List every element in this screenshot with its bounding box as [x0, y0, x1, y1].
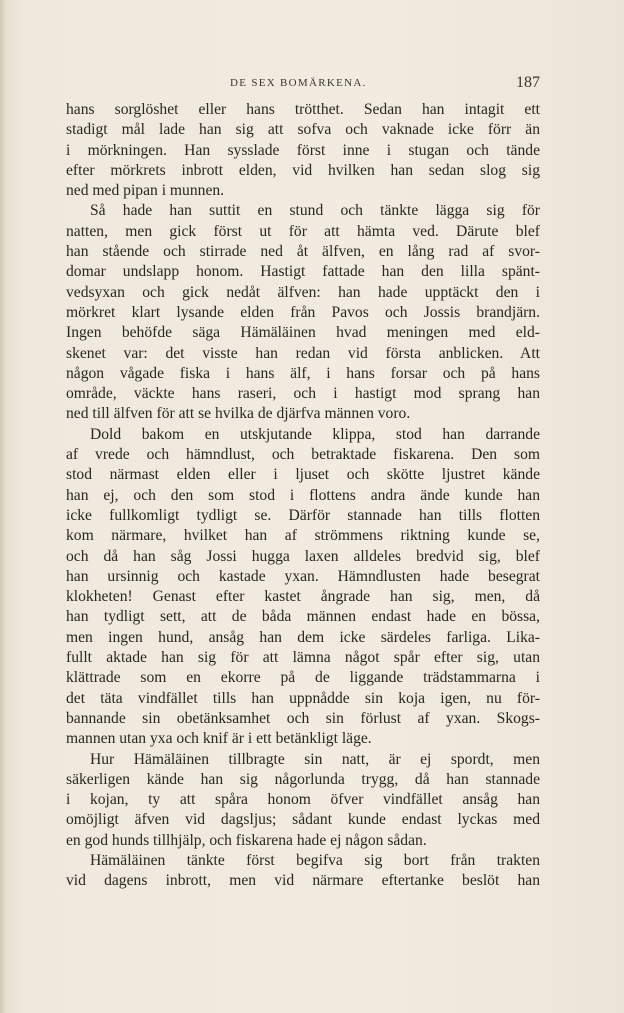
text-line: hans sorglöshet eller hans trötthet. Sedan han intagit ett	[66, 101, 540, 118]
text-line: Dold bakom en utskjutande klippa, stod han darrande	[90, 425, 540, 443]
text-line: i mörkningen. Han sysslade först inne i stugan och tände	[66, 141, 540, 159]
text-line: mannen utan yxa och knif är i ett betänkligt läge.	[66, 730, 372, 748]
text-line: han ej, och den som stod i flottens andra ände kunde han	[66, 486, 540, 504]
text-line: bannande sin obetänksamhet och sin förlust af yxan. Skogs-	[66, 709, 540, 727]
page-binding-edge	[0, 0, 6, 1013]
page-number: 187	[516, 74, 540, 91]
running-head	[66, 74, 540, 94]
text-line: icke fullkomligt tydligt se. Därför stannade han tills flotten	[66, 506, 540, 524]
text-line: men ingen hund, ansåg han dem icke särdeles farliga. Lika-	[66, 628, 540, 646]
text-line: Hämäläinen tänkte först begifva sig bort från trakten	[90, 851, 540, 869]
text-line: fullt aktade han sig för att lämna något spår efter sig, utan	[66, 649, 540, 667]
text-line: i kojan, ty att spåra honom öfver vindfället ansåg han	[66, 791, 540, 809]
text-line: säkerligen kände han sig någorlunda trygg, då han stannade	[66, 770, 540, 788]
text-line: domar undslapp honom. Hastigt fattade han den lilla spänt-	[66, 263, 540, 281]
text-line: han stående och stirrade ned åt älfven, en lång rad af svor-	[66, 243, 540, 261]
text-line: omöjligt äfven vid dagsljus; sådant kunde endast lyckas med	[66, 811, 540, 829]
text-line: Hur Hämäläinen tillbragte sin natt, är ej spordt, men	[90, 750, 540, 768]
text-line: vid dagens inbrott, men vid närmare eftertanke beslöt han	[66, 872, 540, 890]
text-line: det täta vindfället tills han uppnådde sin koja igen, nu för-	[66, 689, 540, 707]
text-line: klättrade som en ekorre på de liggande trädstammarna i	[66, 669, 540, 687]
text-line: mörkret klart lysande elden från Pavos och Jossis brandjärn.	[66, 303, 540, 321]
text-line: och då han såg Jossi hugga laxen alldeles bredvid sig, blef	[66, 547, 540, 565]
text-line: klokheten! Genast efter kastet ångrade han sig, men, då	[66, 588, 540, 606]
text-line: natten, men gick först ut för att hämta ved. Därute blef	[66, 222, 540, 240]
text-line: en god hunds tillhjälp, och fiskarena hade ej någon sådan.	[66, 831, 427, 849]
text-line: han tydligt sett, att de båda männen endast hade en bössa,	[66, 608, 540, 626]
text-line: kom närmare, hvilket han af strömmens riktning kunde se,	[66, 527, 540, 545]
text-line: ned till älfven för att se hvilka de djärfva männen voro.	[66, 405, 411, 423]
text-line: ned med pipan i munnen.	[66, 182, 225, 200]
text-line: Så hade han suttit en stund och tänkte lägga sig för	[90, 202, 540, 220]
body-text	[66, 100, 540, 892]
text-line: område, väckte hans raseri, och i hastigt mod sprang han	[66, 385, 540, 403]
text-line: af vrede och hämndlust, och betraktade fiskarena. Den som	[66, 446, 540, 464]
text-line: vedsyxan och gick nedåt älfven: han hade upptäckt den i	[66, 283, 540, 301]
text-line: Ingen behöfde säga Hämäläinen hvad meningen med eld-	[66, 324, 540, 342]
running-title: DE SEX BOMÄRKENA.	[230, 77, 367, 89]
text-line: skenet var: det visste han redan vid första anblicken. Att	[66, 344, 540, 362]
text-line: stod närmast elden eller i ljuset och skötte ljustret kände	[66, 466, 540, 484]
text-line: efter mörkrets inbrott elden, vid hvilken han sedan slog sig	[66, 161, 540, 179]
text-line: stadigt mål lade han sig att sofva och vaknade icke förr än	[66, 121, 540, 139]
text-line: han ursinnig och kastade yxan. Hämndlusten hade besegrat	[66, 567, 540, 585]
text-line: någon vågade fiska i hans älf, i hans forsar och på hans	[66, 364, 540, 382]
